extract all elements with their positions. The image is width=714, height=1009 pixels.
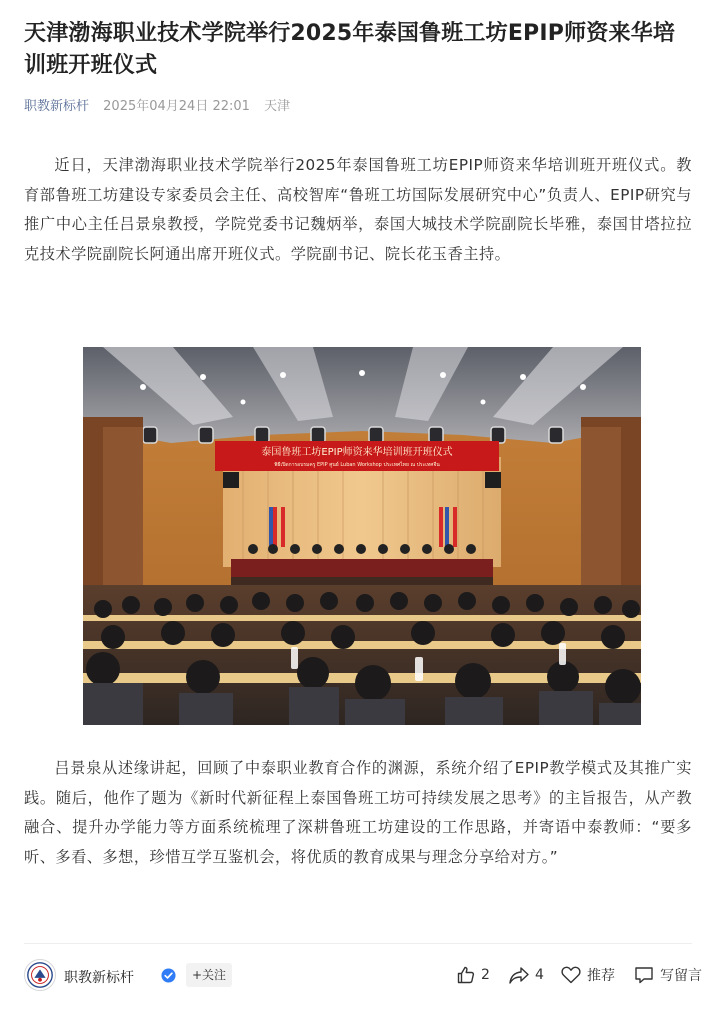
like-count: 2 — [481, 967, 490, 983]
article-paragraph-2: 吕景泉从述缘讲起，回顾了中泰职业教育合作的渊源，系统介绍了EPIP教学模式及其推广实践。随后，他作了题为《新时代新征程上泰国鲁班工坊可持续发展之思考》的主旨报告，从产教融合、提升办学能力等方面系统梳理了深耕鲁班工坊建设的工作思路，并寄语中泰教师：“要多听、多看、多想，珍惜互学互鉴机会，将优质的教育成果与理念分享给对方。” — [24, 759, 692, 866]
article-meta — [24, 95, 290, 114]
heart-icon — [560, 965, 582, 985]
share-count: 4 — [535, 967, 544, 983]
footer-divider — [24, 943, 692, 944]
verified-badge-icon — [161, 968, 176, 983]
follow-button[interactable]: +关注 — [186, 963, 232, 987]
banner-subtext: พิธีเปิดการอบรมครู EPIP ศูนย์ Luban Workshop ประเทศไทย ณ ประเทศจีน — [274, 462, 440, 468]
recommend-label: 推荐 — [587, 968, 615, 984]
publish-location: 天津 — [264, 99, 291, 114]
comment-label: 写留言 — [660, 968, 702, 984]
comment-button[interactable] — [633, 964, 702, 986]
thumbs-up-icon — [456, 965, 476, 985]
article-footer — [24, 958, 704, 996]
source-link[interactable]: 职教新标杆 — [24, 99, 90, 114]
comment-icon — [633, 965, 655, 985]
like-button[interactable] — [456, 964, 490, 986]
publish-time: 2025年04月24日 22:01 — [103, 99, 250, 114]
banner-text: 泰国鲁班工坊EPIP师资来华培训班开班仪式 — [261, 447, 453, 458]
article-photo[interactable] — [83, 347, 641, 725]
share-arrow-icon — [508, 965, 530, 985]
share-button[interactable] — [508, 964, 544, 986]
article-paragraph-1: 近日，天津渤海职业技术学院举行2025年泰国鲁班工坊EPIP师资来华培训班开班仪式。教育部鲁班工坊建设专家委员会主任、高校智库“鲁班工坊国际发展研究中心”负责人、EPIP研究与推广中心主任吕景泉教授，学院党委书记魏炳举，泰国大城技术学院副院长毕雅，泰国甘塔拉拉克技术学院副院长阿通出席开班仪式。学院副书记、院长花玉香主持。 — [24, 156, 692, 263]
recommend-button[interactable] — [560, 964, 615, 986]
article-title: 天津渤海职业技术学院举行2025年泰国鲁班工坊EPIP师资来华培训班开班仪式 — [24, 21, 676, 78]
conference-hall-photo — [83, 347, 641, 725]
author-name[interactable]: 职教新标杆 — [64, 970, 134, 986]
author-avatar[interactable] — [24, 959, 56, 991]
